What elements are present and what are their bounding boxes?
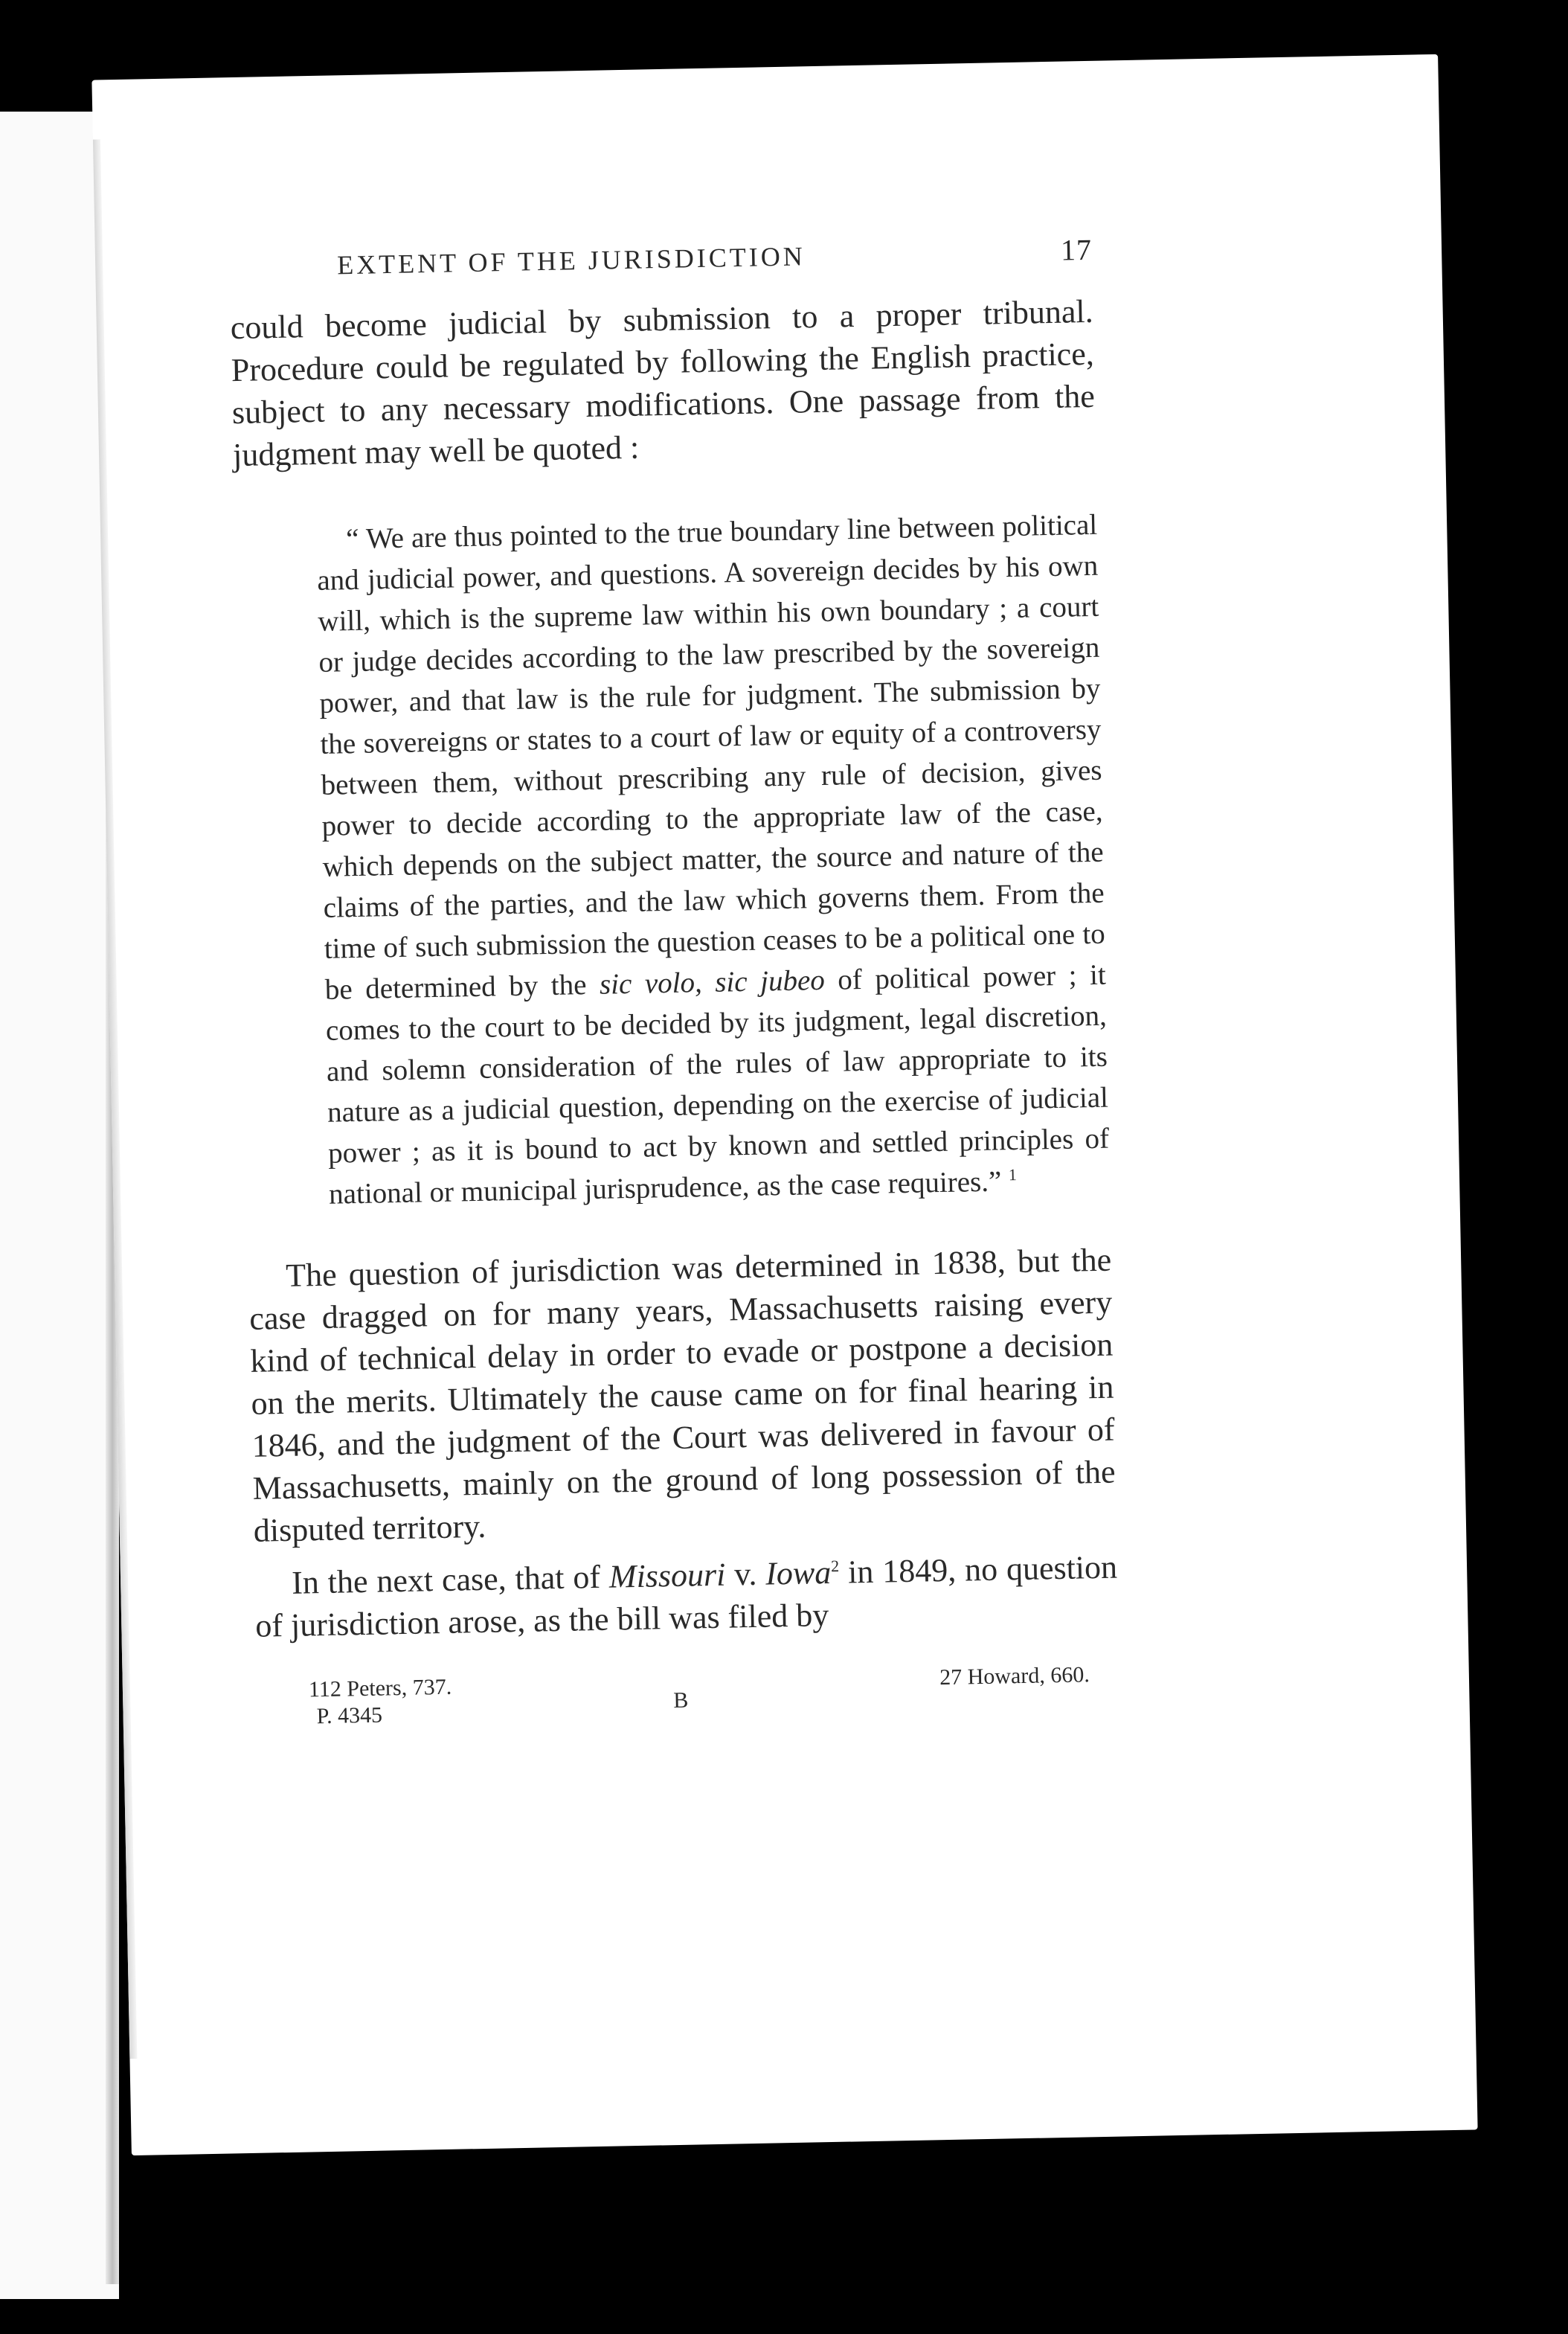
book-page [91, 54, 1477, 2155]
footnote-1-text: 12 Peters, 737. [318, 1674, 452, 1702]
footnote-1 [309, 1675, 452, 1703]
paragraph-jurisdiction-1838: The question of jurisdiction was determined in 1838, but the case dragged on for many years, Massachusetts raising every kind of technical delay in order to evade or postpone a decision on the merits. Ultimately the cause came on for final hearing in 1846, and the judgment of the Court was delivered in favour of Massachusetts, mainly on the ground of long possession of the disputed territory. [248, 1241, 1116, 1549]
block-quotation [316, 504, 1111, 1215]
quote-text-part1: “ We are thus pointed to the true boundary line between political and judicial power, and questions. A sovereign decides by his own will, which is the supreme law within his own boundary ; a court or judge decides according to the law prescribed by the sovereign power, and that law is the rule for judgment. The submission by the sovereigns or states to a court of law or equity of a controversy between them, without prescribing any rule of decision, gives power to decide according to the appropriate law of the case, which depends on the subject matter, the source and nature of the claims of the parties, and the law which governs them. From the time of such submission the question ceases to be a political one to be determined by the [316, 508, 1106, 1006]
running-head [229, 232, 1093, 293]
case-name-missouri: Missouri [608, 1556, 726, 1595]
footnote-1-marker: 1 [308, 1677, 320, 1702]
running-head-title: EXTENT OF THE JURISDICTION [336, 241, 806, 280]
paragraph-missouri-iowa [254, 1546, 1119, 1647]
footnote-ref-2: 2 [830, 1556, 840, 1576]
page-content [229, 232, 1121, 1760]
footnote-2 [939, 1662, 1090, 1690]
para3-versus: v. [724, 1555, 766, 1593]
printer-mark: P. 4345 [316, 1702, 383, 1729]
signature-mark: B [673, 1687, 689, 1713]
footnote-2-text: 7 Howard, 660. [950, 1662, 1090, 1690]
footnote-2-marker: 2 [939, 1664, 951, 1690]
case-name-iowa: Iowa [765, 1554, 832, 1592]
para3-post: in 1849, no question of jurisdiction arose, as the bill was filed by [254, 1548, 1118, 1644]
footnotes [257, 1662, 1121, 1760]
quote-text-part2: of political power ; it comes to the court to be decided by its judgment, legal discretion, and solemn consideration of the rules of law appropriate to its nature as a judicial question, depending on the exercise of judicial power ; as it is bound to act by known and settled principles of national or municipal jurisprudence, as the case requires.” [325, 958, 1110, 1211]
page-number: 17 [1060, 232, 1093, 267]
quote-italic-phrase: sic volo, sic jubeo [599, 964, 826, 1001]
para3-pre: In the next case, that of [291, 1558, 610, 1601]
paragraph-continuation: could become judicial by submission to a proper tribunal. Procedure could be regulated by following the English practice, subject to any necessary modifications. One passage from the judgment may well be quoted : [230, 292, 1096, 474]
footnote-ref-1: 1 [1008, 1165, 1018, 1184]
